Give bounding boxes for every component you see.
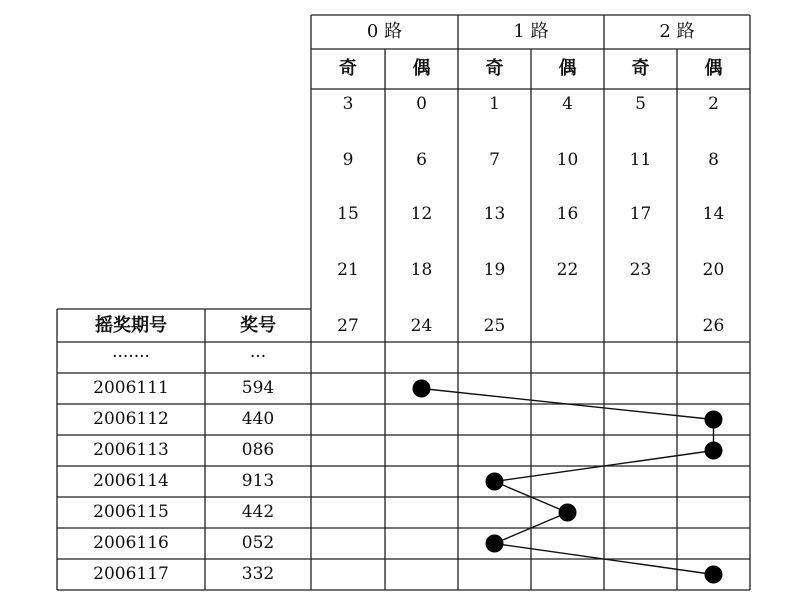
number-cell: 11 [629, 149, 652, 170]
number-cell: 22 [556, 259, 579, 280]
ellipsis-period: ······· [112, 347, 150, 367]
draw-number: 440 [241, 409, 275, 429]
road-header-0: 0 路 [366, 21, 403, 42]
draw-period: 2006113 [93, 440, 169, 460]
number-cell: 24 [410, 315, 433, 336]
road-header-2: 2 路 [659, 21, 695, 42]
number-cell [604, 312, 677, 340]
number-cell: 18 [410, 259, 433, 280]
parity-header-odd: 奇 [631, 58, 650, 79]
parity-header-even: 偶 [558, 58, 577, 79]
draw-marker [705, 442, 723, 460]
number-cell [531, 312, 604, 340]
draw-marker [559, 504, 577, 522]
draw-marker [705, 566, 723, 584]
number-cell: 9 [342, 149, 354, 170]
draw-number: 913 [241, 471, 275, 491]
parity-header-even: 偶 [412, 58, 431, 79]
number-cell: 5 [635, 93, 646, 114]
number-cell: 23 [629, 259, 652, 280]
number-cell: 27 [337, 315, 359, 336]
number-cell: 21 [337, 259, 359, 280]
number-cell: 0 [416, 93, 427, 114]
number-cell: 15 [337, 203, 359, 224]
number-cell: 1 [489, 93, 500, 114]
number-cell: 7 [489, 149, 500, 170]
draw-marker [413, 380, 431, 398]
number-cell: 6 [416, 149, 427, 170]
ellipsis-number: ··· [249, 347, 267, 367]
number-header: 奖号 [240, 314, 276, 336]
number-cell: 12 [410, 203, 433, 224]
number-cell: 3 [342, 93, 354, 114]
draw-period: 2006115 [93, 502, 169, 522]
draw-number: 442 [241, 502, 275, 522]
number-cell: 2 [708, 93, 719, 114]
number-cell: 4 [562, 93, 573, 114]
parity-header-odd: 奇 [485, 58, 504, 79]
draw-marker [486, 473, 504, 491]
number-cell: 19 [483, 259, 506, 280]
number-cell: 25 [483, 315, 506, 336]
draw-period: 2006112 [93, 409, 169, 429]
number-cell: 20 [702, 259, 725, 280]
draw-period: 2006114 [93, 471, 169, 491]
number-cell: 26 [702, 315, 725, 336]
period-header: 摇奖期号 [95, 314, 167, 336]
number-cell: 10 [556, 149, 579, 170]
number-cell: 8 [708, 149, 719, 170]
draw-number: 086 [241, 440, 275, 460]
draw-marker [486, 535, 504, 553]
parity-header-odd: 奇 [339, 58, 357, 79]
draw-period: 2006116 [93, 533, 169, 553]
draw-period: 2006111 [93, 378, 169, 398]
number-cell: 14 [702, 203, 725, 224]
number-cell: 17 [629, 203, 652, 224]
draw-number: 332 [241, 564, 275, 584]
draw-number: 052 [241, 533, 275, 553]
road-header-1: 1 路 [513, 21, 549, 42]
draw-marker [705, 411, 723, 429]
draw-number: 594 [241, 378, 275, 398]
draw-period: 2006117 [93, 564, 169, 584]
number-cell: 16 [556, 203, 579, 224]
parity-header-even: 偶 [704, 58, 723, 79]
number-cell: 13 [483, 203, 506, 224]
